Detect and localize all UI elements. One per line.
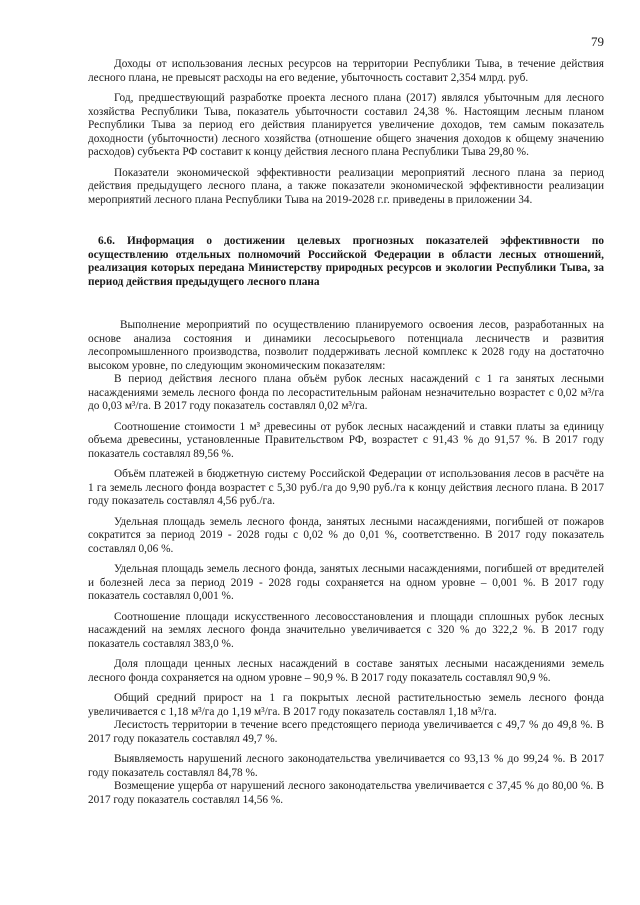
paragraph-pest-losses: Удельная площадь земель лесного фонда, занятых лесными насаждениями, погибшей от вредителей и болезней леса за период 2019 - 2028 годы сохраняется на одном уровне – 0,001 %. В 2017 году показатель составлял 0,001 %. [88, 563, 604, 602]
paragraph-violation-detection: Выявляемость нарушений лесного законодательства увеличивается со 93,13 % до 99,24 %. В 2017 году показатель составлял 84,78 %. [88, 753, 604, 779]
intro-section [88, 58, 604, 207]
paragraph-forest-cover: Лесистость территории в течение всего предстоящего периода увеличивается с 49,7 % до 49,8 %. В 2017 году показатель составлял 49,7 %. [88, 719, 604, 745]
paragraph-valuable-stands: Доля площади ценных лесных насаждений в составе занятых лесными насаждениями земель лесного фонда сохраняется на одном уровне – 90,9 %. В 2017 году показатель составлял 90,9 %. [88, 658, 604, 684]
section-heading: 6.6. Информация о достижении целевых прогнозных показателей эффективности по осуществлению отдельных полномочий Российской Федерации в области лесных отношений, реализация которых передана Министерству природных ресурсов и экологии Республики Тыва, за период действия предыдущего лесного плана [88, 235, 604, 288]
paragraph-previous-year: Год, предшествующий разработке проекта лесного плана (2017) являлся убыточным для лесного хозяйства Республики Тыва, показатель убыточности составил 24,38 %. Настоящим лесным планом Республики Тыва за период его действия планируется увеличение доходов, тем самым показатель доходности (убыточности) лесного хозяйства (отношение общего значения доходов к общему значению расходов) субъекта РФ составит к концу действия лесного плана Республики Тыва 29,80 %. [88, 92, 604, 158]
paragraph-budget-payments: Объём платежей в бюджетную систему Российской Федерации от использования лесов в расчёте на 1 га земель лесного фонда возрастет с 5,30 руб./га до 9,90 руб./га к концу действия лесного плана. В 2017 году показатель составлял 4,56 руб./га. [88, 468, 604, 507]
paragraph-timber-cost-ratio: Соотношение стоимости 1 м³ древесины от рубок лесных насаждений и ставки платы за единицу объема древесины, установленные Правительством РФ, возрастет с 91,43 % до 91,57 %. В 2017 году показатель составлял 89,56 %. [88, 420, 604, 460]
paragraph-efficiency-indicators: Показатели экономической эффективности реализации мероприятий лесного плана за период действия предыдущего лесного плана, а также показатели экономической эффективности реализации мероприятий лесного плана Республики Тыва на 2019-2028 г.г. приведены в приложении 34. [88, 166, 604, 206]
paragraph-damage-compensation: Возмещение ущерба от нарушений лесного законодательства увеличивается с 37,45 % до 80,00 %. В 2017 году показатель составлял 14,56 %. [88, 780, 604, 806]
paragraph-fire-losses: Удельная площадь земель лесного фонда, занятых лесными насаждениями, погибшей от пожаров сократится за период 2019 - 2028 годы с 0,02 % до 0,01 %, соответственно. В 2017 году показатель составлял 0,06 %. [88, 515, 604, 555]
paragraph-felling-volume: В период действия лесного плана объём рубок лесных насаждений с 1 га занятых лесными насаждениями земель лесного фонда по лесорастительным районам незначительно возрастет с 0,02 м³/га до 0,03 м³/га. В 2017 году показатель составлял 0,02 м³/га. [88, 373, 604, 412]
paragraph-revenue: Доходы от использования лесных ресурсов на территории Республики Тыва, в течение действия лесного плана, не превысят расходы на его ведение, убыточность составит 2,354 млрд. руб. [88, 58, 604, 84]
paragraph-average-growth: Общий средний прирост на 1 га покрытых лесной растительностью земель лесного фонда увеличивается с 1,18 м³/га до 1,19 м³/га. В 2017 году показатель составлял 1,18 м³/га. [88, 692, 604, 718]
page-number: 79 [591, 34, 604, 49]
paragraph-implementation: Выполнение мероприятий по осуществлению планируемого освоения лесов, разработанных на основе анализа состояния и динамики лесосырьевого потенциала лесничеств и развития лесопромышленного производства, позволит поддерживать лесной комплекс к 2028 году на достаточно высоком уровне, по следующим экономическим показателям: [88, 319, 604, 372]
body-section [88, 319, 604, 807]
paragraph-reforestation-ratio: Соотношение площади искусственного лесовосстановления и площади сплошных рубок лесных насаждений на землях лесного фонда значительно увеличивается с 320 % до 322,2 %. В 2017 году показатель составлял 383,0 %. [88, 610, 604, 650]
